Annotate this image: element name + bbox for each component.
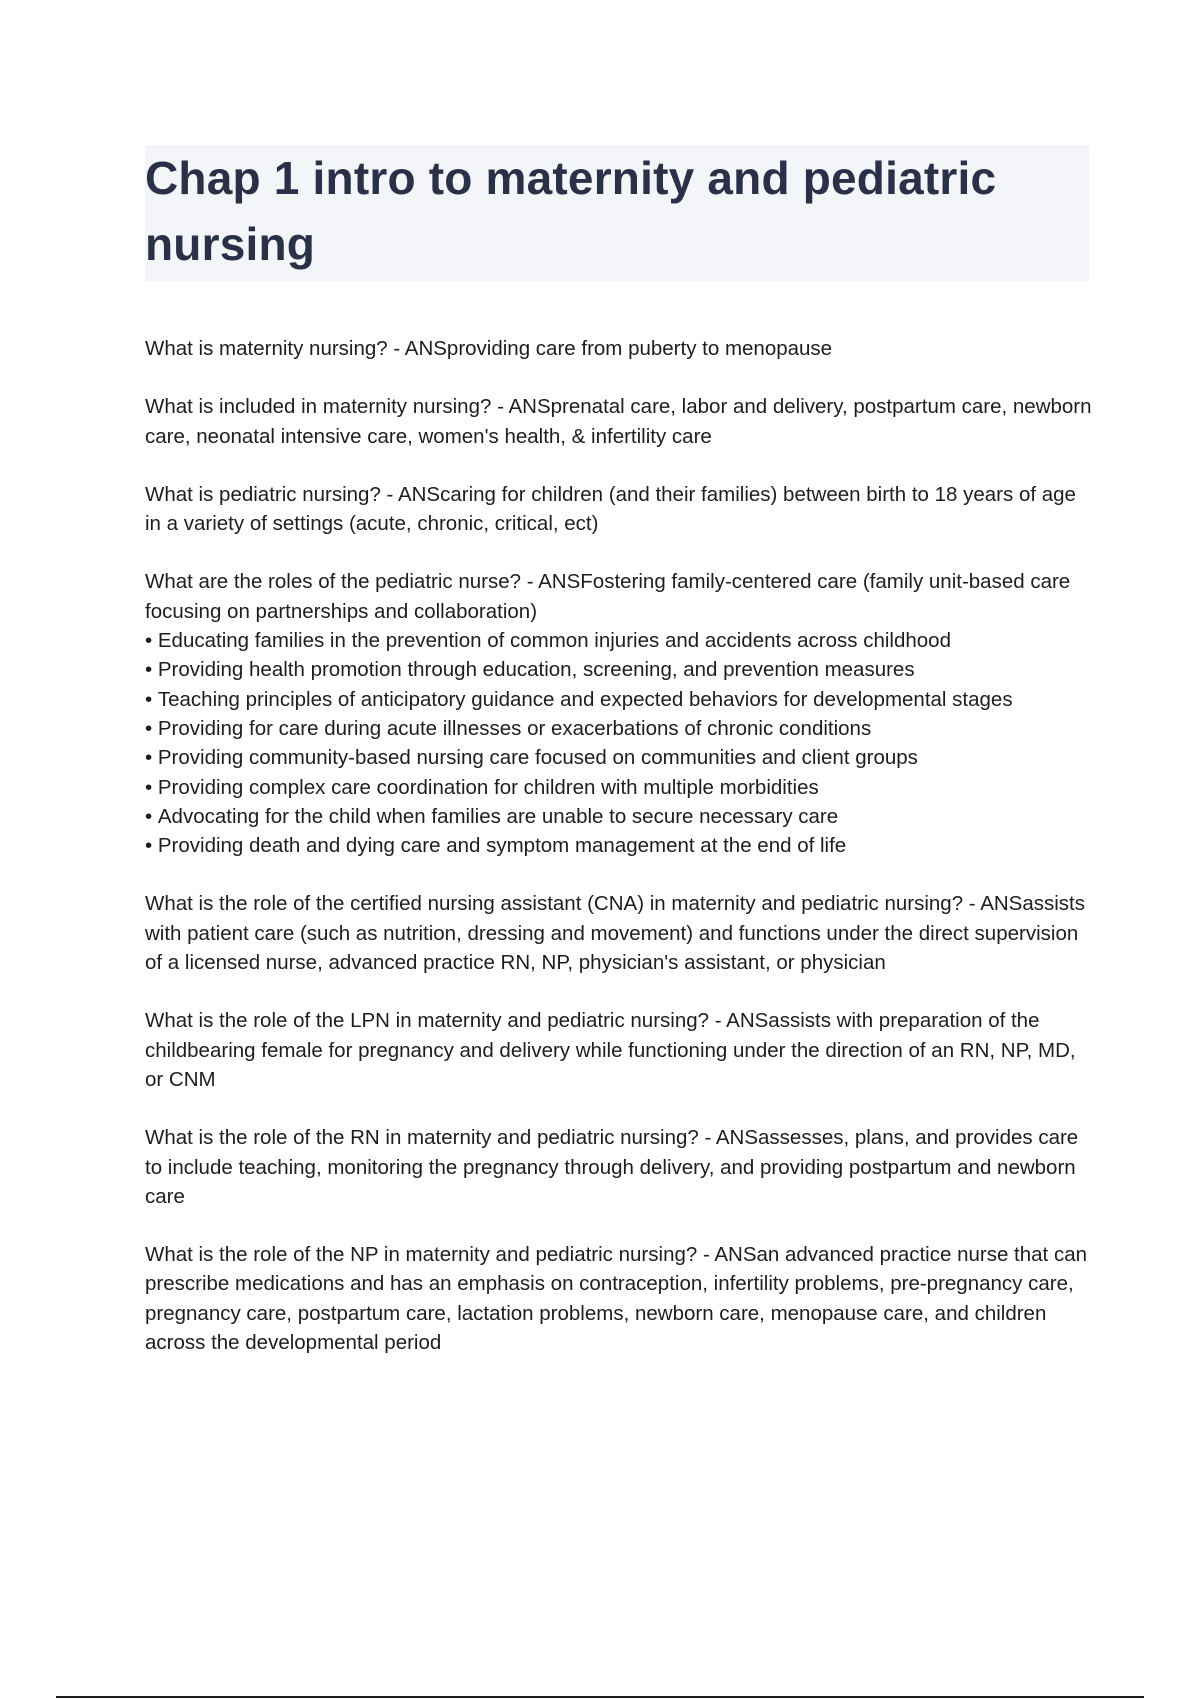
- question-text: What is pediatric nursing? -: [145, 482, 398, 506]
- qa-item: [145, 567, 1095, 860]
- answer-text: ANSassists with patient care (such as nutrition, dressing and movement) and functions under the direct supervision of a licensed nurse, advanced practice RN, NP, physician's assistant, or physician: [145, 892, 1085, 975]
- title-banner: [145, 145, 1089, 281]
- qa-item: [145, 889, 1095, 977]
- question-text: What is included in maternity nursing? -: [145, 395, 509, 419]
- question-text: What is the role of the RN in maternity and pediatric nursing? -: [145, 1126, 716, 1150]
- qa-item: [145, 334, 1095, 363]
- list-item: • Providing health promotion through education, screening, and prevention measures: [145, 655, 1095, 684]
- question-text: What is maternity nursing? -: [145, 337, 405, 360]
- answer-text: ANSFostering family-centered care (family unit-based care focusing on partnerships and collaboration): [145, 570, 1071, 623]
- pediatric-nurse-roles-list: [145, 626, 1095, 860]
- list-item: • Educating families in the prevention of common injuries and accidents across childhood: [145, 626, 1095, 655]
- list-item: • Advocating for the child when families are unable to secure necessary care: [145, 802, 1095, 831]
- qa-item: [145, 392, 1095, 451]
- qa-item: [145, 1006, 1095, 1094]
- list-item: • Providing death and dying care and symptom management at the end of life: [145, 831, 1095, 860]
- answer-text: ANSan advanced practice nurse that can prescribe medications and has an emphasis on contraception, infertility problems, pre-pregnancy care, pregnancy care, postpartum care, lactation problems, newborn care, menopause care, and children across the developmental period: [145, 1243, 1088, 1355]
- answer-text: ANSassists with preparation of the childbearing female for pregnancy and delivery while functioning under the direction of an RN, NP, MD, or CNM: [145, 1009, 1076, 1091]
- list-item: • Providing complex care coordination for children with multiple morbidities: [145, 773, 1095, 802]
- question-text: What is the role of the LPN in maternity and pediatric nursing? -: [145, 1009, 727, 1033]
- list-item: • Teaching principles of anticipatory guidance and expected behaviors for developmental stages: [145, 685, 1095, 714]
- list-item: • Providing for care during acute illnesses or exacerbations of chronic conditions: [145, 714, 1095, 743]
- qa-item: [145, 480, 1095, 539]
- answer-text: ANScaring for children (and their families) between birth to 18 years of age in a variety of settings (acute, chronic, critical, ect): [145, 482, 1076, 536]
- list-item: • Providing community-based nursing care focused on communities and client groups: [145, 743, 1095, 772]
- footer-divider: [56, 1696, 1144, 1698]
- qa-list: [145, 334, 1095, 1386]
- answer-text: ANSassesses, plans, and provides care to include teaching, monitoring the pregnancy through delivery, and providing postpartum and newborn care: [145, 1126, 1079, 1208]
- answer-text: ANSprenatal care, labor and delivery, postpartum care, newborn care, neonatal intensive care, women's health, & infertility care: [145, 395, 1092, 448]
- question-text: What is the role of the certified nursing assistant (CNA) in maternity and pediatric nursing? -: [145, 892, 981, 916]
- qa-item: [145, 1240, 1095, 1357]
- question-text: What are the roles of the pediatric nurse? -: [145, 570, 539, 594]
- page-title: Chap 1 intro to maternity and pediatric nursing: [145, 152, 997, 270]
- qa-item: [145, 1123, 1095, 1211]
- answer-text: ANSproviding care from puberty to menopause: [404, 337, 833, 360]
- question-text: What is the role of the NP in maternity and pediatric nursing? -: [145, 1243, 715, 1267]
